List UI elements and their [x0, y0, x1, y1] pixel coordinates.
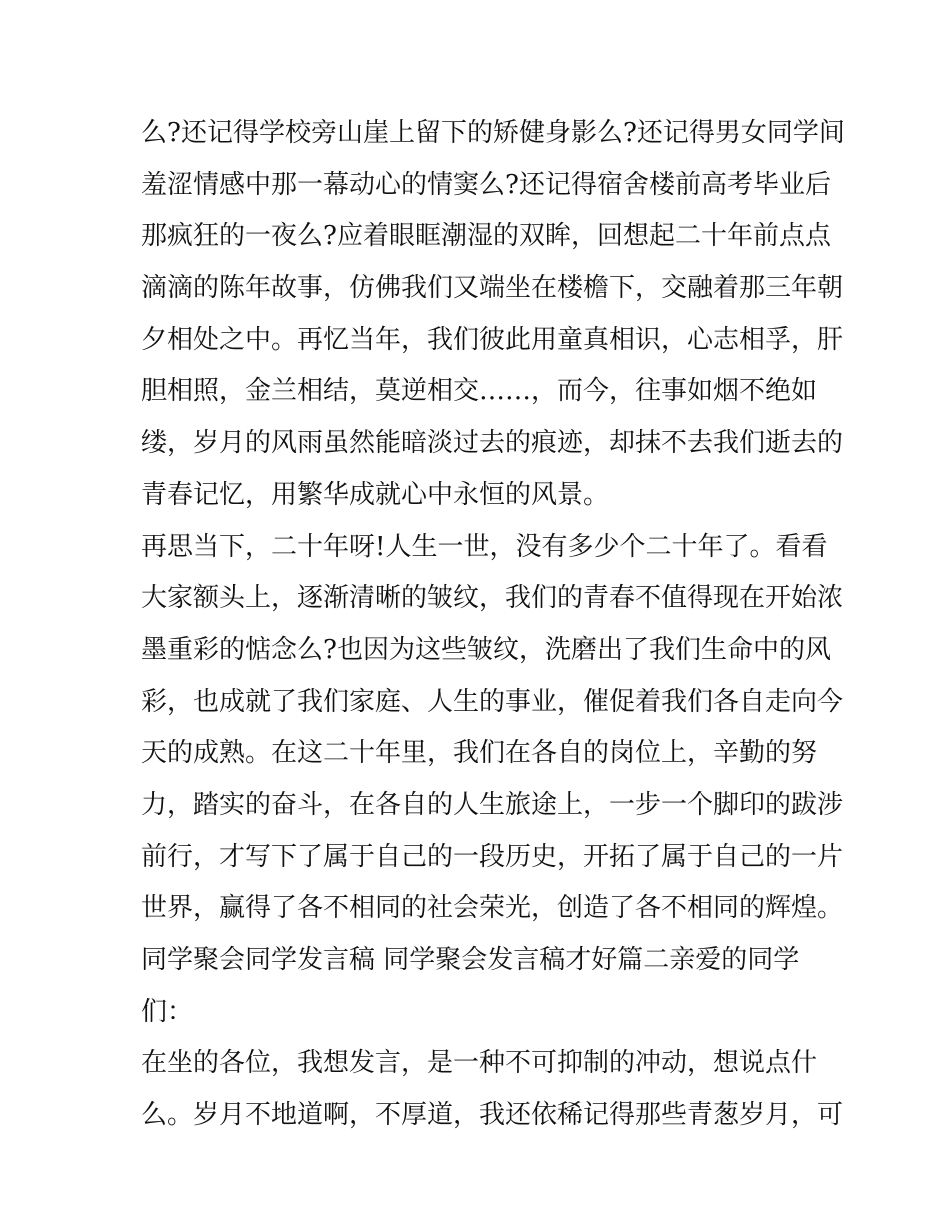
text-line: 胆相照，金兰相结，莫逆相交……，而今，往事如烟不绝如	[141, 376, 818, 407]
text-line: 力，踏实的奋斗，在各自的人生旅途上，一步一个脚印的跋涉	[141, 789, 844, 820]
text-line: 缕，岁月的风雨虽然能暗淡过去的痕迹，却抹不去我们逝去的	[141, 428, 844, 459]
document-body	[141, 108, 845, 1142]
text-line: 羞涩情感中那一幕动心的情窦么?还记得宿舍楼前高考毕业后	[141, 169, 831, 200]
text-line: 彩，也成就了我们家庭、人生的事业，催促着我们各自走向今	[141, 686, 844, 717]
text-line: 们：	[141, 996, 194, 1027]
text-line: 在坐的各位，我想发言，是一种不可抑制的冲动，想说点什	[141, 1048, 818, 1079]
text-line: 天的成熟。在这二十年里，我们在各自的岗位上，辛勤的努	[141, 738, 818, 769]
text-line: 夕相处之中。再忆当年，我们彼此用童真相识，心志相孚，肝	[141, 324, 844, 355]
text-line: 大家额头上，逐渐清晰的皱纹，我们的青春不值得现在开始浓	[141, 583, 844, 614]
text-line: 那疯狂的一夜么?应着眼眶潮湿的双眸，回想起二十年前点点	[141, 221, 831, 252]
text-line: 前行，才写下了属于自己的一段历史，开拓了属于自己的一片	[141, 841, 844, 872]
text-line: 么?还记得学校旁山崖上留下的矫健身影么?还记得男女同学间	[141, 118, 845, 148]
text-line: 同学聚会同学发言稿 同学聚会发言稿才好篇二亲爱的同学	[141, 945, 800, 975]
text-line: 再思当下，二十年呀!人生一世，没有多少个二十年了。看看	[141, 531, 828, 562]
text-line: 么。岁月不地道啊，不厚道，我还依稀记得那些青葱岁月，可	[141, 1100, 844, 1131]
text-line: 墨重彩的惦念么?也因为这些皱纹，洗磨出了我们生命中的风	[141, 634, 831, 665]
text-line: 青春记忆，用繁华成就心中永恒的风景。	[141, 479, 610, 510]
text-line: 滴滴的陈年故事，仿佛我们又端坐在楼檐下，交融着那三年朝	[141, 273, 844, 304]
text-line: 世界，赢得了各不相同的社会荣光，创造了各不相同的辉煌。	[141, 893, 844, 924]
